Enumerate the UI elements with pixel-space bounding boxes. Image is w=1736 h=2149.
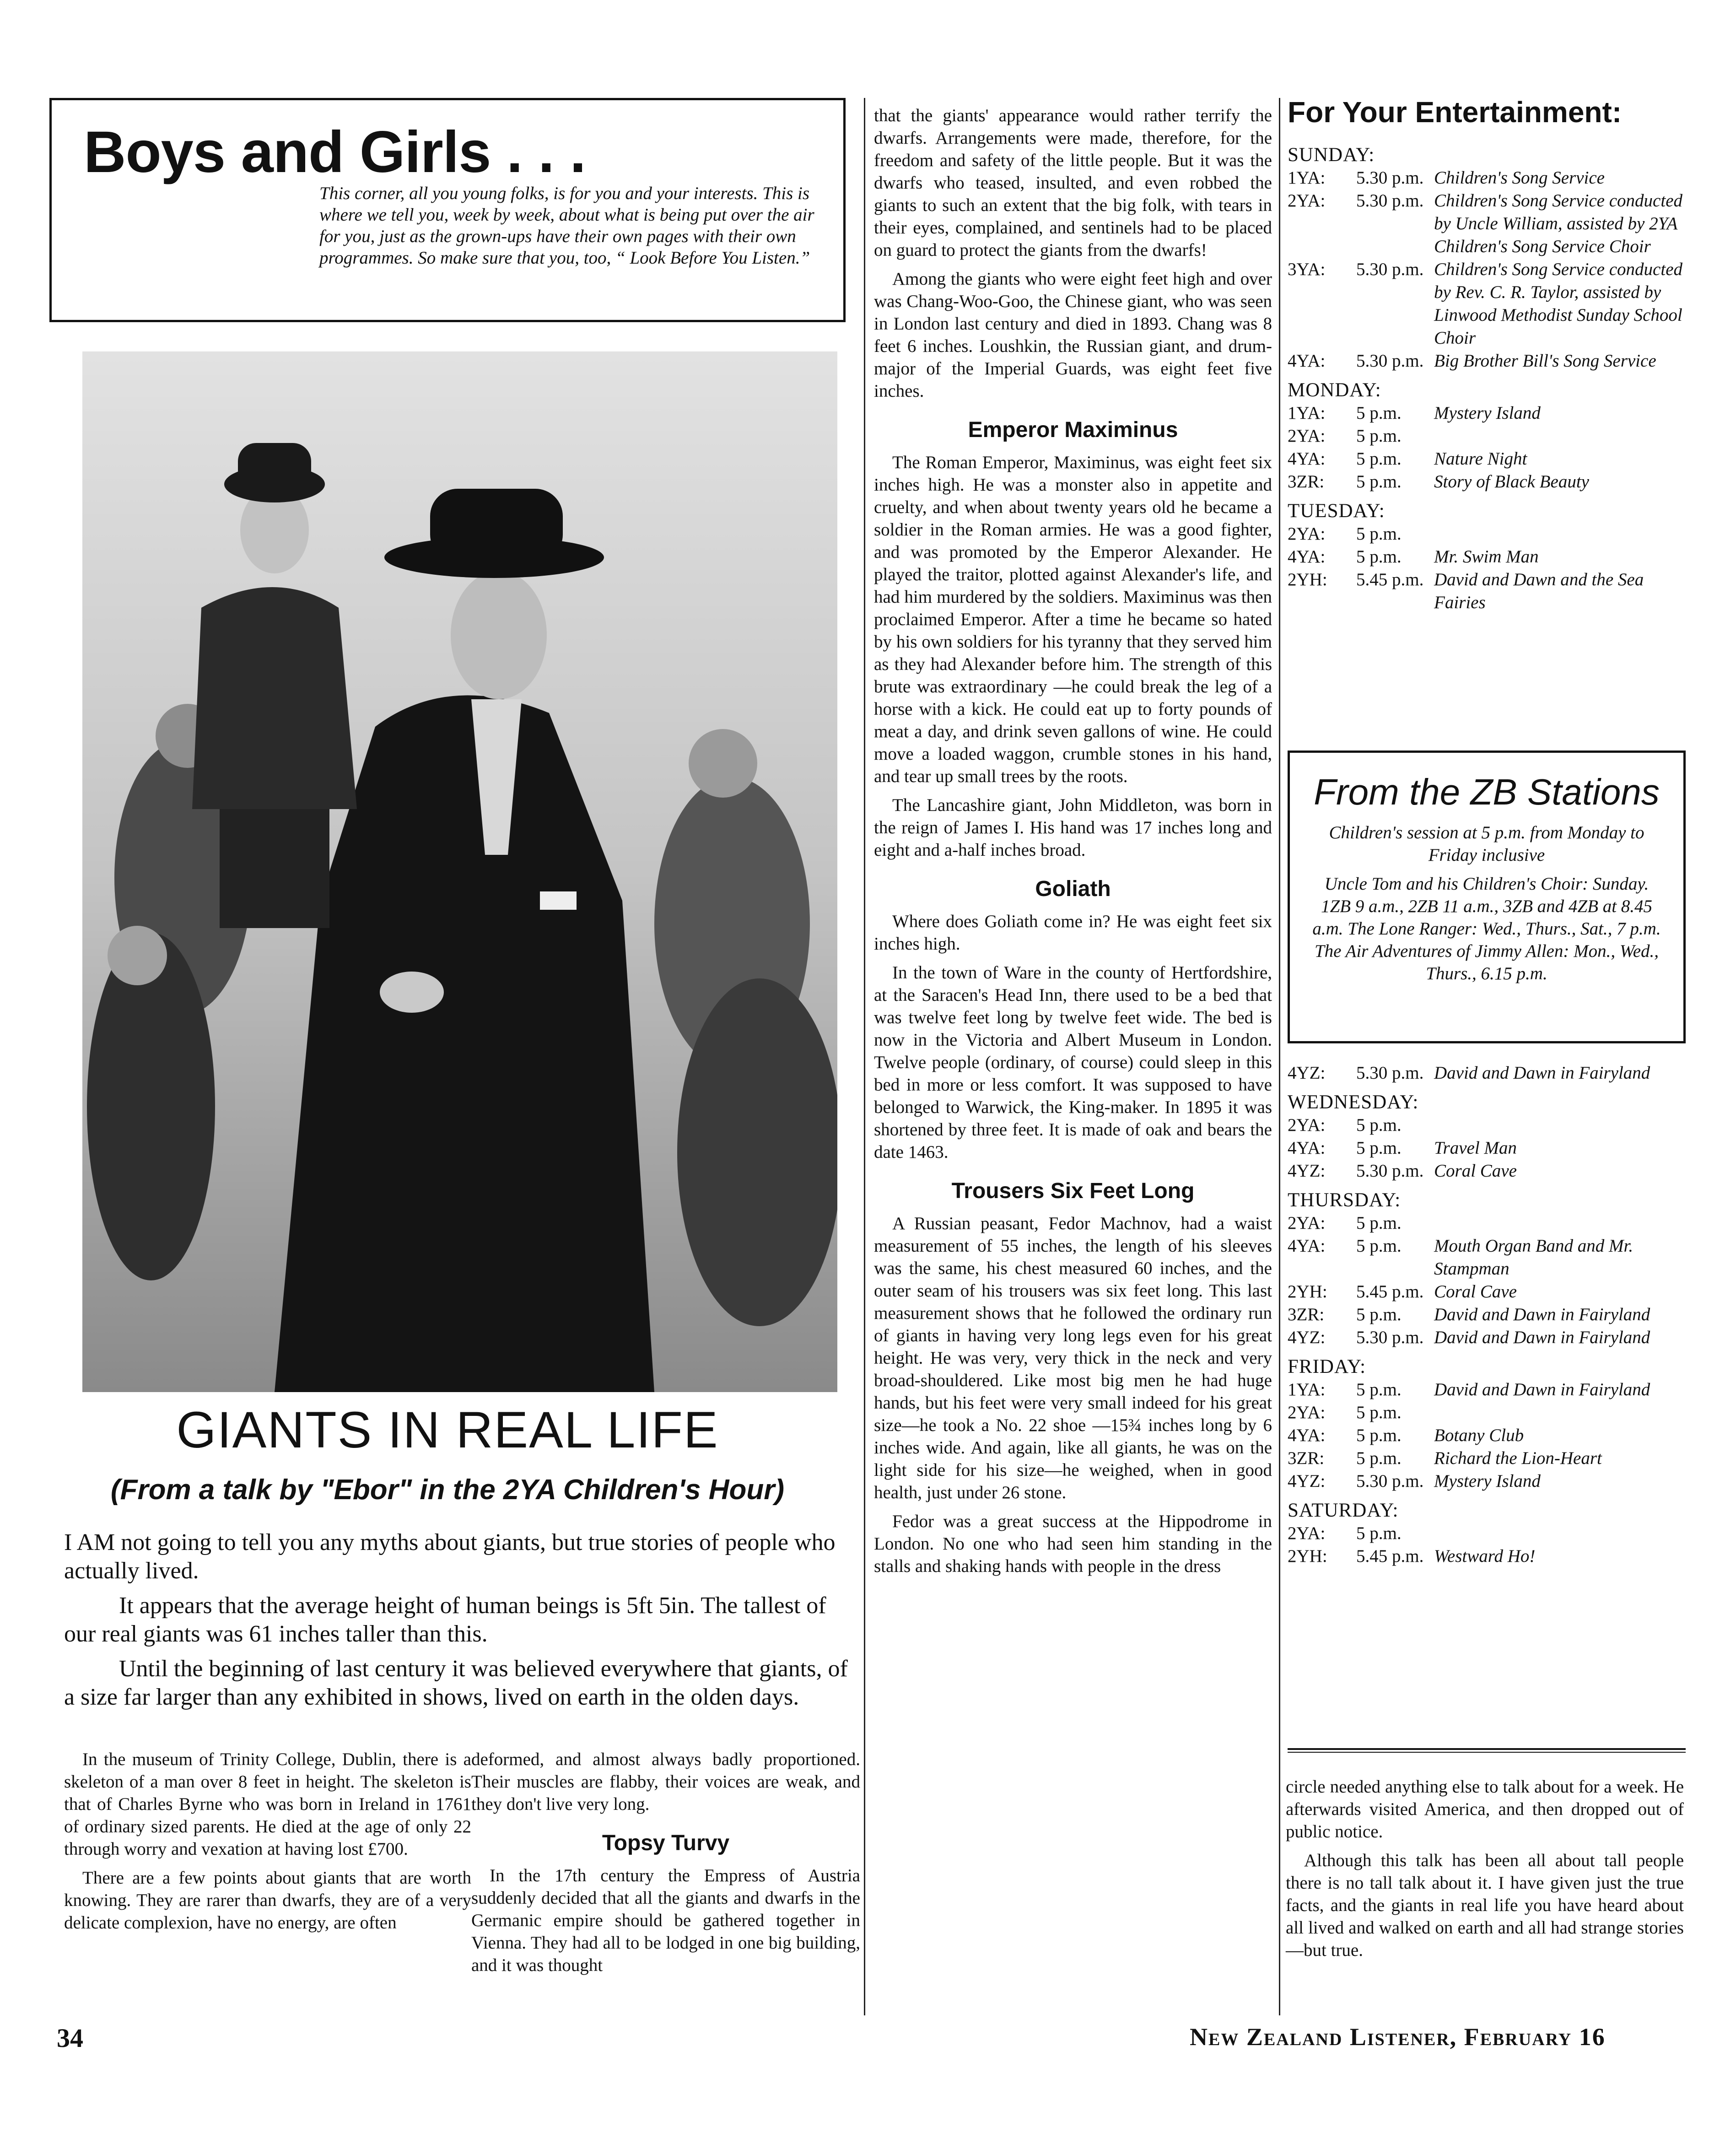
- schedule-day: SUNDAY:: [1288, 144, 1375, 166]
- programme: Coral Cave: [1434, 1282, 1517, 1301]
- schedule-title: For Your Entertainment:: [1288, 96, 1622, 129]
- programme: Travel Man: [1434, 1138, 1517, 1158]
- time: 5.30 p.m.: [1356, 351, 1424, 371]
- paragraph: Among the giants who were eight feet high and over was Chang-Woo-Goo, the Chinese giant, who was seen in London last century and died in 1893. Chang was 8 feet 6 inches. Loushkin, the Russian giant, and drum-major of the Imperial Guards, was eight feet five inches.: [874, 269, 1272, 401]
- article-column-3: [874, 104, 1272, 1584]
- programme: [1434, 1401, 1686, 1424]
- time: 5 p.m.: [1356, 1305, 1402, 1324]
- schedule-row: [1288, 402, 1686, 425]
- time: 5 p.m.: [1356, 524, 1402, 544]
- paragraph: In the museum of Trinity College, Dublin, there is a skeleton of a man over 8 feet in height. The skeleton is that of Charles Byrne who was born in Ireland in 1761 of ordinary sized parents. He died at the age of only 22 through worry and vexation at having lost £700.: [64, 1749, 471, 1859]
- schedule-day: MONDAY:: [1288, 379, 1381, 401]
- station: 2YA:: [1288, 191, 1326, 211]
- programme: Botany Club: [1434, 1425, 1524, 1445]
- schedule-day: TUESDAY:: [1288, 500, 1385, 522]
- schedule-row: [1288, 350, 1686, 373]
- station: 4YA:: [1288, 547, 1326, 567]
- time: 5 p.m.: [1356, 426, 1402, 446]
- lead-paragraph: [64, 1528, 851, 1585]
- schedule-row: [1288, 568, 1686, 614]
- lead-paragraph-text: I AM not going to tell you any myths about giants, but true stories of people who actually lived.: [64, 1529, 836, 1584]
- paragraph: circle needed anything else to talk about for a week. He afterwards visited America, and then dropped out of public notice.: [1286, 1777, 1684, 1841]
- subheading-goliath: Goliath: [1035, 877, 1111, 901]
- time: 5.45 p.m.: [1356, 1282, 1424, 1301]
- schedule-row: [1288, 425, 1686, 448]
- time: 5 p.m.: [1356, 449, 1402, 469]
- programme: [1434, 425, 1686, 448]
- time: 5.30 p.m.: [1356, 1328, 1424, 1347]
- schedule-day: THURSDAY:: [1288, 1189, 1401, 1211]
- station: 4YZ:: [1288, 1471, 1326, 1491]
- lead-paragraph: [64, 1655, 851, 1712]
- lead-paragraph-text: It appears that the average height of human beings is 5ft 5in. The tallest of our real giants was 61 inches taller than this.: [64, 1593, 826, 1647]
- time: 5 p.m.: [1356, 472, 1402, 491]
- article-lead: [64, 1528, 851, 1718]
- station: 2YA:: [1288, 524, 1326, 544]
- schedule-row: [1288, 1424, 1686, 1447]
- schedule-row: [1288, 1137, 1686, 1160]
- time: 5.30 p.m.: [1356, 1471, 1424, 1491]
- station: 2YA:: [1288, 426, 1326, 446]
- schedule-part-2: [1288, 1062, 1686, 1568]
- programme: Children's Song Service conducted by Rev. C. R. Taylor, assisted by Linwood Methodist Sunday School Choir: [1434, 259, 1683, 348]
- schedule-row: [1288, 1212, 1686, 1235]
- programme: David and Dawn in Fairyland: [1434, 1305, 1650, 1324]
- schedule-row: [1288, 1545, 1686, 1568]
- schedule-row: [1288, 189, 1686, 258]
- subheading-trousers: Trousers Six Feet Long: [951, 1179, 1195, 1203]
- schedule-day: FRIDAY:: [1288, 1356, 1366, 1377]
- programme: [1434, 1522, 1686, 1545]
- station: 3YA:: [1288, 259, 1326, 279]
- programme: Big Brother Bill's Song Service: [1434, 351, 1656, 371]
- programme: Children's Song Service conducted by Uncle William, assisted by 2YA Children's Song Service Choir: [1434, 191, 1683, 256]
- photograph-illustration: [82, 351, 837, 1392]
- schedule-row: [1288, 1447, 1686, 1470]
- schedule-row: [1288, 523, 1686, 545]
- programme: Nature Night: [1434, 449, 1527, 469]
- paragraph: Fedor was a great success at the Hippodrome in London. No one who had seen him standing in the stalls and shaking hands with people in the dress: [874, 1512, 1272, 1576]
- station: 1YA:: [1288, 1380, 1326, 1399]
- paragraph: Where does Goliath come in? He was eight feet six inches high.: [874, 912, 1272, 954]
- column-divider: [1279, 98, 1280, 2015]
- station: 2YH:: [1288, 1282, 1327, 1301]
- article-column-1: [64, 1748, 471, 1940]
- schedule-row: [1288, 1280, 1686, 1303]
- paragraph: There are a few points about giants that are worth knowing. They are rarer than dwarfs, they are of a very delicate complexion, have no energy, are often: [64, 1868, 471, 1933]
- time: 5 p.m.: [1356, 1213, 1402, 1233]
- schedule-row: [1288, 1114, 1686, 1137]
- schedule-row: [1288, 448, 1686, 470]
- zb-text: [1308, 821, 1665, 991]
- programme: Richard the Lion-Heart: [1434, 1448, 1602, 1468]
- article-column-4: [1286, 1776, 1684, 1968]
- time: 5 p.m.: [1356, 1403, 1402, 1422]
- paragraph: that the giants' appearance would rather terrify the dwarfs. Arrangements were made, therefore, for the freedom and safety of the little people. But it was the dwarfs who teased, insulted, and even robbed the giants to such an extent that the big folk, with tears in their eyes, complained, and sentinels had to be placed on guard to protect the giants from the dwarfs!: [874, 106, 1272, 260]
- schedule-day: SATURDAY:: [1288, 1500, 1399, 1521]
- article-column-2: [471, 1748, 860, 1983]
- station: 2YH:: [1288, 570, 1327, 589]
- programme: Westward Ho!: [1434, 1546, 1536, 1566]
- schedule-row: [1288, 167, 1686, 189]
- schedule-row: [1288, 1378, 1686, 1401]
- page-number: 34: [57, 2023, 83, 2053]
- station: 1YA:: [1288, 168, 1326, 188]
- programme: Mr. Swim Man: [1434, 547, 1539, 567]
- programme: David and Dawn in Fairyland: [1434, 1380, 1650, 1399]
- station: 3ZR:: [1288, 472, 1325, 491]
- paragraph: In the 17th century the Empress of Austria suddenly decided that all the giants and dwarfs in the Germanic empire should be gathered together in Vienna. They had all to be lodged in one big building, and it was thought: [471, 1866, 860, 1975]
- time: 5.30 p.m.: [1356, 191, 1424, 211]
- programme: Mouth Organ Band and Mr. Stampman: [1434, 1236, 1634, 1279]
- schedule-row: [1288, 1401, 1686, 1424]
- programme: David and Dawn and the Sea Fairies: [1434, 570, 1644, 612]
- schedule-part-1: [1288, 137, 1686, 614]
- schedule-day: WEDNESDAY:: [1288, 1091, 1419, 1113]
- station: 4YZ:: [1288, 1328, 1326, 1347]
- programme: Story of Black Beauty: [1434, 472, 1589, 491]
- paragraph: In the town of Ware in the county of Hertfordshire, at the Saracen's Head Inn, there used to be a bed that was twelve feet long by twelve feet wide. The bed is now in the Victoria and Albert Museum in London. Twelve people (ordinary, of course) could sleep in this bed in more or less comfort. It was supposed to have belonged to Warwick, the King-maker. In 1895 it was shortened by three feet. It is made of oak and bears the date 1463.: [874, 963, 1272, 1162]
- station: 4YZ:: [1288, 1063, 1326, 1083]
- programme: [1434, 1212, 1686, 1235]
- schedule-row: [1288, 1470, 1686, 1493]
- station: 2YA:: [1288, 1115, 1326, 1135]
- paragraph: The Roman Emperor, Maximinus, was eight feet six inches high. He was a monster also in appetite and cruelty, and when about twenty years old he became a soldier in the Roman armies. He was a good fighter, and was promoted by the Emperor Alexander. He played the traitor, plotted against Alexander's life, and had him murdered by the soldiers. Maximinus was then proclaimed Emperor. After a time he became so hated by his own soldiers for his tyranny that they served him as they had Alexander before him. The strength of this brute was extraordinary —he could break the leg of a horse with a kick. He could eat up to forty pounds of meat a day, and drink seven gallons of wine. He could move a loaded waggon, crumble stones in his hand, and tear up small trees by the roots.: [874, 453, 1272, 786]
- schedule-row: [1288, 1062, 1686, 1085]
- time: 5.30 p.m.: [1356, 168, 1424, 188]
- lead-paragraph-text: Until the beginning of last century it was believed everywhere that giants, of a size far larger than any exhibited in shows, lived on earth in the olden days.: [64, 1656, 848, 1710]
- schedule-rule: [1288, 1748, 1686, 1753]
- masthead: New Zealand Listener, February 16: [1190, 2023, 1606, 2051]
- station: 4YA:: [1288, 449, 1326, 469]
- article-subhead: (From a talk by "Ebor" in the 2YA Children's Hour): [110, 1474, 785, 1506]
- time: 5.30 p.m.: [1356, 1161, 1424, 1181]
- zb-paragraph: Children's session at 5 p.m. from Monday to Friday inclusive: [1329, 823, 1644, 865]
- zb-title: From the ZB Stations: [1314, 772, 1660, 812]
- station: 4YZ:: [1288, 1161, 1326, 1181]
- station: 2YH:: [1288, 1546, 1327, 1566]
- programme: David and Dawn in Fairyland: [1434, 1328, 1650, 1347]
- schedule-row: [1288, 1235, 1686, 1280]
- time: 5.45 p.m.: [1356, 1546, 1424, 1566]
- station: 3ZR:: [1288, 1448, 1325, 1468]
- station: 2YA:: [1288, 1213, 1326, 1233]
- intro-box: [49, 98, 846, 322]
- schedule-row: [1288, 1303, 1686, 1326]
- station: 4YA:: [1288, 351, 1326, 371]
- programme: David and Dawn in Fairyland: [1434, 1063, 1650, 1083]
- programme: Coral Cave: [1434, 1161, 1517, 1181]
- schedule-row: [1288, 470, 1686, 493]
- time: 5 p.m.: [1356, 1380, 1402, 1399]
- time: 5 p.m.: [1356, 403, 1402, 423]
- programme: Children's Song Service: [1434, 168, 1605, 188]
- schedule-row: [1288, 1160, 1686, 1182]
- schedule-row: [1288, 545, 1686, 568]
- column-divider: [864, 98, 865, 2015]
- station: 4YA:: [1288, 1236, 1326, 1256]
- section-title: Boys and Girls . . .: [84, 119, 586, 185]
- station: 2YA:: [1288, 1523, 1326, 1543]
- subheading-emperor-maximinus: Emperor Maximinus: [968, 418, 1178, 442]
- subheading-topsy-turvy: Topsy Turvy: [602, 1831, 730, 1855]
- time: 5 p.m.: [1356, 1523, 1402, 1543]
- time: 5 p.m.: [1356, 1138, 1402, 1158]
- time: 5.30 p.m.: [1356, 259, 1424, 279]
- station: 4YA:: [1288, 1425, 1326, 1445]
- article-headline: GIANTS IN REAL LIFE: [176, 1401, 719, 1458]
- schedule-row: [1288, 1522, 1686, 1545]
- programme: [1434, 523, 1686, 545]
- paragraph: deformed, and almost always badly proportioned. Their muscles are flabby, their voices are weak, and they don't live very long.: [471, 1749, 860, 1814]
- time: 5 p.m.: [1356, 1115, 1402, 1135]
- time: 5.30 p.m.: [1356, 1063, 1424, 1083]
- schedule-row: [1288, 258, 1686, 350]
- programme: Mystery Island: [1434, 1471, 1541, 1491]
- programme: [1434, 1114, 1686, 1137]
- time: 5 p.m.: [1356, 1425, 1402, 1445]
- zb-paragraph: Uncle Tom and his Children's Choir: Sunday. 1ZB 9 a.m., 2ZB 11 a.m., 3ZB and 4ZB at 8.45 a.m. The Lone Ranger: Wed., Thurs., Sat., 7 p.m. The Air Adventures of Jimmy Allen: Mon., Wed., Thurs., 6.15 p.m.: [1312, 874, 1661, 983]
- programme: Mystery Island: [1434, 403, 1541, 423]
- station: 1YA:: [1288, 403, 1326, 423]
- paragraph: The Lancashire giant, John Middleton, was born in the reign of James I. His hand was 17 inches long and eight and a-half inches broad.: [874, 795, 1272, 860]
- time: 5 p.m.: [1356, 547, 1402, 567]
- lead-paragraph: [64, 1592, 851, 1648]
- station: 3ZR:: [1288, 1305, 1325, 1324]
- time: 5 p.m.: [1356, 1448, 1402, 1468]
- zb-stations-box: [1288, 751, 1686, 1043]
- paragraph: Although this talk has been all about tall people there is no tall talk about it. I have given just the true facts, and the giants in real life you have heard about all lived and walked on earth and all had strange stories—but true.: [1286, 1851, 1684, 1960]
- photograph: [82, 351, 837, 1392]
- intro-text: This corner, all you young folks, is for you and your interests. This is where we tell you, week by week, about what is being put over the air for you, just as the grown-ups have their own pages with their own programmes. So make sure that you, too, “ Look Before You Listen.”: [319, 184, 814, 268]
- station: 2YA:: [1288, 1403, 1326, 1422]
- schedule-row: [1288, 1326, 1686, 1349]
- time: 5 p.m.: [1356, 1236, 1402, 1256]
- time: 5.45 p.m.: [1356, 570, 1424, 589]
- paragraph: A Russian peasant, Fedor Machnov, had a waist measurement of 55 inches, the length of his sleeves was the same, his chest measured 60 inches, and the outer seam of his trousers was six feet long. This last measurement shows that he followed the ordinary run of giants in having very long legs even for his great height. He was very, very thick in the neck and very broad-shouldered. Like most big men he had huge hands, but his feet were very small indeed for his great size—he took a No. 22 shoe —15¾ inches long by 6 inches wide. And again, like all giants, he was on the light side for his size—he weighed, when in good health, just under 26 stone.: [874, 1214, 1272, 1502]
- station: 4YA:: [1288, 1138, 1326, 1158]
